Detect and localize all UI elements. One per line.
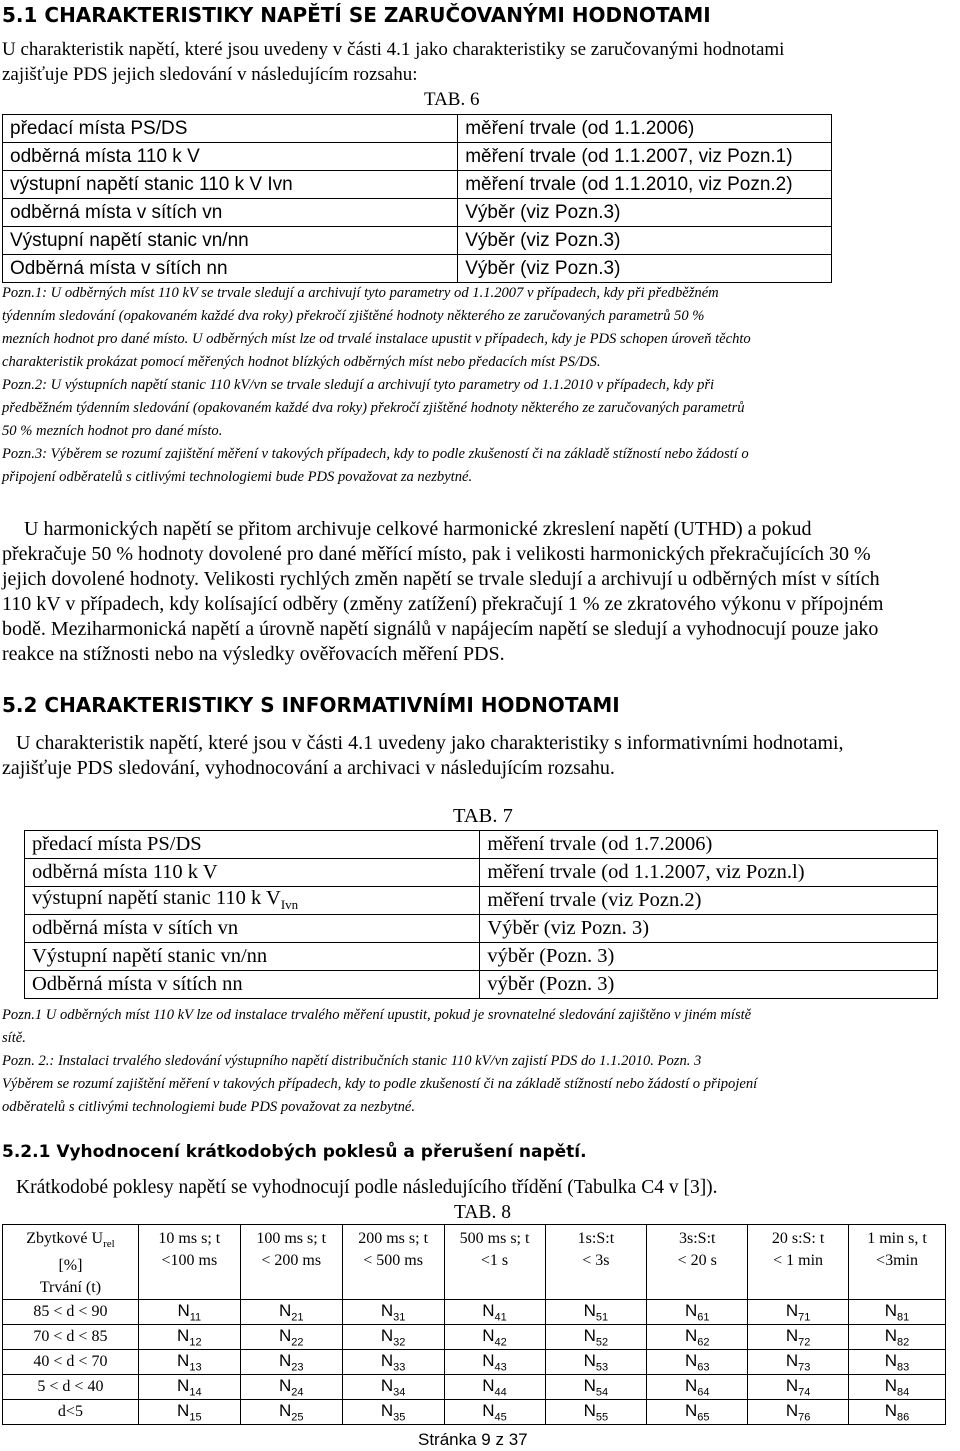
header-cell-duration — [444, 1225, 545, 1300]
table-7-caption: TAB. 7 — [453, 805, 513, 827]
class-symbol: N — [380, 1400, 394, 1420]
class-index: 71 — [798, 1311, 811, 1324]
class-symbol: N — [583, 1300, 596, 1320]
class-symbol: N — [684, 1375, 698, 1395]
class-symbol: N — [684, 1350, 698, 1370]
table-row — [3, 1300, 946, 1325]
class-index: 82 — [897, 1336, 910, 1349]
class-symbol: N — [583, 1325, 596, 1345]
class-symbol: N — [785, 1325, 799, 1345]
class-index: 86 — [897, 1411, 910, 1424]
place-text: odběrná místa 110 k V — [32, 861, 218, 883]
table-7 — [24, 830, 938, 999]
class-cell — [647, 1350, 748, 1375]
table-cell-measure: Výběr (viz Pozn. 3) — [480, 915, 938, 943]
table-cell-place: Odběrná místa v sítích nn — [3, 255, 458, 283]
header-line: < 20 s — [677, 1252, 717, 1269]
header-cell-duration — [240, 1225, 342, 1300]
class-cell — [342, 1350, 444, 1375]
class-symbol: N — [884, 1400, 898, 1420]
table-cell-measure: měření trvale (od 1.1.2006) — [458, 115, 832, 143]
class-index: 54 — [595, 1386, 609, 1399]
table-cell-place: předací místa PS/DS — [3, 115, 458, 143]
class-symbol: N — [177, 1300, 190, 1320]
note-line: mezních hodnot pro dané místo. U odběrných míst lze od trvalé instalace upustit v případech, kdy je PDS schopen úroveň těchto — [2, 331, 751, 347]
table-cell-measure: Výběr (viz Pozn.3) — [458, 255, 832, 283]
class-symbol: N — [278, 1375, 292, 1395]
header-cell-duration — [545, 1225, 647, 1300]
table-cell-place — [25, 859, 480, 887]
class-symbol: N — [785, 1375, 799, 1395]
section-5-2-1-intro: Krátkodobé poklesy napětí se vyhodnocují podle následujícího třídění (Tabulka C4 v [3]). — [16, 1177, 718, 1198]
class-index: 43 — [494, 1361, 507, 1374]
table-row — [3, 1325, 946, 1350]
note-line: týdenním sledování (opakovaném každé dva roky) překročí zjištěné hodnoty některého ze zaručovaných parametrů 50 % — [2, 308, 705, 324]
class-symbol: N — [785, 1300, 799, 1320]
header-line: <100 ms — [161, 1252, 218, 1269]
header-line: 20 s:S: t — [771, 1230, 825, 1247]
header-line: <3min — [876, 1252, 918, 1269]
table-row — [25, 971, 938, 999]
place-text: předací místa PS/DS — [32, 833, 202, 855]
class-index: 63 — [697, 1361, 710, 1374]
class-cell — [138, 1400, 240, 1425]
class-index: 73 — [798, 1361, 811, 1374]
header-line: 100 ms s; t — [256, 1230, 327, 1247]
class-symbol: N — [785, 1400, 799, 1420]
class-index: 34 — [393, 1386, 406, 1399]
paragraph-line: jejich dovolené hodnoty. Velikosti rychlých změn napětí se trvale sledují a archivují u odběrných míst v sítích — [2, 568, 880, 590]
row-label: 70 < d < 85 — [3, 1325, 139, 1350]
table-row — [25, 887, 938, 915]
table-cell-measure: Výběr (viz Pozn.3) — [458, 199, 832, 227]
class-cell — [545, 1375, 647, 1400]
class-index: 14 — [189, 1386, 202, 1399]
note-line: charakteristik prokázat pomocí měřených hodnot blízkých odběrných míst nebo předacích míst PS/DS. — [2, 354, 601, 370]
class-index: 32 — [393, 1336, 406, 1349]
class-symbol: N — [583, 1375, 596, 1395]
class-symbol: N — [684, 1300, 698, 1320]
class-cell — [240, 1400, 342, 1425]
class-cell — [545, 1300, 647, 1325]
class-symbol: N — [380, 1325, 394, 1345]
note-line: Pozn.3: Výběrem se rozumí zajištění měření v takových případech, kdy to podle zkušeností či na základě stížností nebo žádostí o — [2, 446, 749, 462]
class-index: 24 — [291, 1386, 304, 1399]
class-symbol: N — [684, 1325, 698, 1345]
table-row — [25, 915, 938, 943]
table-row — [3, 1400, 946, 1425]
class-index: 74 — [798, 1386, 811, 1399]
row-label: d<5 — [3, 1400, 139, 1425]
class-index: 11 — [189, 1311, 202, 1324]
class-cell — [138, 1350, 240, 1375]
class-cell — [138, 1375, 240, 1400]
header-cell-residual-duration — [3, 1225, 139, 1300]
paragraph-line: 110 kV v případech, kdy kolísající odběry (změny zatížení) překračují 1 % ze zkratového výkonu v přípojném — [2, 593, 884, 615]
class-symbol: N — [177, 1350, 190, 1370]
note-line: sítě. — [2, 1030, 26, 1046]
table-row — [3, 255, 832, 283]
class-index: 45 — [494, 1411, 507, 1424]
table-cell-place — [25, 915, 480, 943]
class-cell — [849, 1300, 946, 1325]
class-cell — [647, 1300, 748, 1325]
note-line: připojení odběratelů s citlivými technologiemi bude PDS považovat za nezbytné. — [2, 469, 473, 485]
note-line: Pozn.2: U výstupních napětí stanic 110 kV/vn se trvale sledují a archivují tyto parametry od 1.1.2010 v případech, kdy při — [2, 377, 715, 393]
class-index: 65 — [697, 1411, 710, 1424]
class-cell — [444, 1325, 545, 1350]
class-symbol: N — [482, 1375, 495, 1395]
class-symbol: N — [278, 1350, 292, 1370]
class-cell — [545, 1400, 647, 1425]
class-cell — [647, 1375, 748, 1400]
class-index: 23 — [291, 1361, 304, 1374]
header-cell-duration — [748, 1225, 849, 1300]
note-line: 50 % mezních hodnot pro dané místo. — [2, 423, 223, 439]
header-cell-duration — [849, 1225, 946, 1300]
table-6 — [2, 114, 832, 283]
row-label: 40 < d < 70 — [3, 1350, 139, 1375]
header-line: <1 s — [480, 1252, 509, 1269]
table-row — [3, 171, 832, 199]
class-cell — [240, 1300, 342, 1325]
class-cell — [748, 1300, 849, 1325]
class-symbol: N — [884, 1300, 898, 1320]
table-cell-place: odběrná místa v sítích vn — [3, 199, 458, 227]
class-index: 12 — [189, 1336, 202, 1349]
table-row — [3, 199, 832, 227]
class-cell — [444, 1400, 545, 1425]
class-index: 83 — [897, 1361, 910, 1374]
class-cell — [240, 1350, 342, 1375]
table-cell-place: výstupní napětí stanic 110 k V Ivn — [3, 171, 458, 199]
header-line: < 500 ms — [363, 1252, 423, 1269]
table-cell-place — [25, 943, 480, 971]
class-cell — [647, 1325, 748, 1350]
class-index: 51 — [595, 1311, 609, 1324]
table-8 — [2, 1224, 946, 1425]
class-cell — [342, 1325, 444, 1350]
header-cell-duration — [647, 1225, 748, 1300]
class-index: 53 — [595, 1361, 609, 1374]
header-cell-duration — [138, 1225, 240, 1300]
class-cell — [748, 1400, 849, 1425]
table-row — [3, 227, 832, 255]
table-cell-measure: výběr (Pozn. 3) — [480, 971, 938, 999]
class-cell — [545, 1350, 647, 1375]
table-row — [3, 115, 832, 143]
note-line: Pozn.1 U odběrných míst 110 kV lze od instalace trvalého měření upustit, pokud je srovnatelné sledování zajištěno v jiném místě — [2, 1007, 752, 1023]
class-cell — [849, 1400, 946, 1425]
place-text: výstupní napětí stanic 110 k V — [32, 887, 281, 910]
class-cell — [849, 1325, 946, 1350]
paragraph-line: reakce na stížnosti nebo na výsledky ověřovacích měření PDS. — [2, 643, 505, 665]
table-row — [25, 859, 938, 887]
class-symbol: N — [884, 1350, 898, 1370]
class-symbol: N — [785, 1350, 799, 1370]
class-symbol: N — [884, 1325, 898, 1345]
table-cell-place: odběrná místa 110 k V — [3, 143, 458, 171]
class-index: 55 — [595, 1411, 609, 1424]
class-index: 62 — [697, 1336, 710, 1349]
header-line: 500 ms s; t — [459, 1230, 530, 1247]
class-symbol: N — [380, 1350, 394, 1370]
class-cell — [138, 1325, 240, 1350]
table-header-row — [3, 1225, 946, 1300]
class-symbol: N — [380, 1375, 394, 1395]
class-symbol: N — [278, 1325, 292, 1345]
header-line: 10 ms s; t — [158, 1230, 221, 1247]
class-symbol: N — [278, 1300, 292, 1320]
note-line: předběžném týdenním sledování (opakovaném každé dva roky) překročí zjištěné hodnoty některého ze zaručovaných parametrů — [2, 400, 745, 416]
section-5-2-intro-line-2: zajišťuje PDS sledování, vyhodnocování a archivaci v následujícím rozsahu. — [2, 757, 615, 779]
class-cell — [342, 1300, 444, 1325]
class-cell — [748, 1325, 849, 1350]
class-index: 72 — [798, 1336, 811, 1349]
class-cell — [342, 1375, 444, 1400]
place-text: Odběrná místa v sítích nn — [32, 973, 243, 995]
paragraph-line: překračuje 50 % hodnoty dovolené pro dané měřící místo, pak i velikosti harmonických překračujících 30 % — [2, 543, 871, 565]
class-cell — [849, 1350, 946, 1375]
table-row — [25, 943, 938, 971]
class-index: 25 — [291, 1411, 304, 1424]
place-text: Výstupní napětí stanic vn/nn — [32, 945, 268, 967]
class-symbol: N — [482, 1400, 495, 1420]
header-line: < 200 ms — [261, 1252, 322, 1269]
table-cell-place — [25, 971, 480, 999]
class-index: 41 — [494, 1311, 507, 1324]
class-index: 13 — [189, 1361, 202, 1374]
note-line: Pozn.1: U odběrných míst 110 kV se trvale sledují a archivují tyto parametry od 1.1.2007 v případech, kdy při předběžném — [2, 285, 719, 301]
table-row — [3, 1350, 946, 1375]
class-cell — [342, 1400, 444, 1425]
class-index: 84 — [897, 1386, 910, 1399]
class-cell — [748, 1375, 849, 1400]
place-subscript: Ivn — [280, 897, 299, 913]
class-cell — [240, 1325, 342, 1350]
note-line: Výběrem se rozumí zajištění měření v takových případech, kdy to podle zkušeností či na základě stížností nebo žádostí o připojení — [2, 1076, 758, 1092]
table-row — [3, 143, 832, 171]
class-symbol: N — [482, 1300, 495, 1320]
class-cell — [444, 1300, 545, 1325]
header-cell-duration — [342, 1225, 444, 1300]
class-cell — [444, 1375, 545, 1400]
class-index: 81 — [897, 1311, 910, 1324]
class-symbol: N — [684, 1400, 698, 1420]
table-cell-measure: Výběr (viz Pozn.3) — [458, 227, 832, 255]
note-line: odběratelů s citlivými technologiemi bude PDS považovat za nezbytné. — [2, 1099, 415, 1115]
row-label: 5 < d < 40 — [3, 1375, 139, 1400]
note-line: Pozn. 2.: Instalaci trvalého sledování výstupního napětí distribučních stanic 110 kV/vn zajistí PDS do 1.1.2010. Pozn. 3 — [2, 1053, 702, 1069]
class-cell — [849, 1375, 946, 1400]
class-symbol: N — [583, 1400, 596, 1420]
table-cell-measure: měření trvale (od 1.7.2006) — [480, 831, 938, 859]
table-cell-measure: měření trvale (viz Pozn.2) — [480, 887, 938, 915]
table-8-caption: TAB. 8 — [454, 1202, 511, 1223]
class-index: 15 — [189, 1411, 202, 1424]
page-number: Stránka 9 z 37 — [418, 1430, 528, 1449]
row-label: 85 < d < 90 — [3, 1300, 139, 1325]
place-text: odběrná místa v sítích vn — [32, 917, 239, 939]
class-symbol: N — [380, 1300, 394, 1320]
class-symbol: N — [177, 1325, 190, 1345]
class-symbol: N — [482, 1350, 495, 1370]
class-symbol: N — [884, 1375, 898, 1395]
header-residual-subscript: rel — [103, 1238, 115, 1251]
paragraph-line: bodě. Meziharmonická napětí a úrovně napětí signálů v napájecím napětí se sledují a vyhodnocují pouze jako — [2, 618, 879, 640]
table-cell-place — [25, 887, 480, 915]
class-index: 76 — [798, 1411, 811, 1424]
header-line: < 3s — [582, 1252, 610, 1269]
header-line: 1 min s, t — [867, 1230, 927, 1247]
class-symbol: N — [583, 1350, 596, 1370]
header-line: 3s:S:t — [679, 1230, 716, 1247]
section-5-2-intro-line-1: U charakteristik napětí, které jsou v části 4.1 uvedeny jako charakteristiky s informativními hodnotami, — [16, 732, 844, 754]
class-index: 44 — [494, 1386, 507, 1399]
class-symbol: N — [278, 1400, 292, 1420]
class-symbol: N — [177, 1400, 190, 1420]
section-5-2-1-heading: 5.2.1 Vyhodnocení krátkodobých poklesů a přerušení napětí. — [2, 1142, 587, 1162]
table-row — [3, 1375, 946, 1400]
header-line: 200 ms s; t — [358, 1230, 429, 1247]
table-row — [25, 831, 938, 859]
section-5-2-heading: 5.2 CHARAKTERISTIKY S INFORMATIVNÍMI HODNOTAMI — [2, 693, 620, 717]
header-line: < 1 min — [773, 1252, 824, 1269]
class-index: 31 — [393, 1311, 406, 1324]
class-cell — [748, 1350, 849, 1375]
class-cell — [240, 1375, 342, 1400]
table-cell-measure: měření trvale (od 1.1.2007, viz Pozn.1) — [458, 143, 832, 171]
table-cell-place: Výstupní napětí stanic vn/nn — [3, 227, 458, 255]
table-cell-measure: měření trvale (od 1.1.2010, viz Pozn.2) — [458, 171, 832, 199]
class-symbol: N — [177, 1375, 190, 1395]
class-index: 33 — [393, 1361, 406, 1374]
table-6-caption: TAB. 6 — [424, 89, 480, 110]
section-5-1-heading: 5.1 CHARAKTERISTIKY NAPĚTÍ SE ZARUČOVANÝMI HODNOTAMI — [2, 3, 711, 27]
class-index: 61 — [697, 1311, 710, 1324]
header-unit: [%] — [58, 1257, 83, 1275]
class-index: 42 — [494, 1336, 507, 1349]
header-line: 1s:S:t — [577, 1230, 615, 1247]
section-5-1-intro-line-2: zajišťuje PDS jejich sledování v následujícím rozsahu: — [2, 64, 418, 85]
header-duration: Trvání (t) — [39, 1279, 102, 1297]
class-cell — [647, 1400, 748, 1425]
class-cell — [138, 1300, 240, 1325]
table-cell-place — [25, 831, 480, 859]
class-index: 21 — [291, 1311, 304, 1324]
class-index: 52 — [595, 1336, 609, 1349]
class-cell — [444, 1350, 545, 1375]
header-residual-text: Zbytkové U — [26, 1230, 104, 1247]
table-cell-measure: měření trvale (od 1.1.2007, viz Pozn.l) — [480, 859, 938, 887]
section-5-1-intro-line-1: U charakteristik napětí, které jsou uvedeny v části 4.1 jako charakteristiky se zaručovanými hodnotami — [2, 39, 785, 60]
table-cell-measure: výběr (Pozn. 3) — [480, 943, 938, 971]
paragraph-line: U harmonických napětí se přitom archivuje celkové harmonické zkreslení napětí (UTHD) a pokud — [24, 518, 812, 540]
class-index: 64 — [697, 1386, 710, 1399]
class-index: 22 — [291, 1336, 304, 1349]
class-index: 35 — [393, 1411, 406, 1424]
class-symbol: N — [482, 1325, 495, 1345]
class-cell — [545, 1325, 647, 1350]
header-residual-label — [3, 1228, 138, 1255]
